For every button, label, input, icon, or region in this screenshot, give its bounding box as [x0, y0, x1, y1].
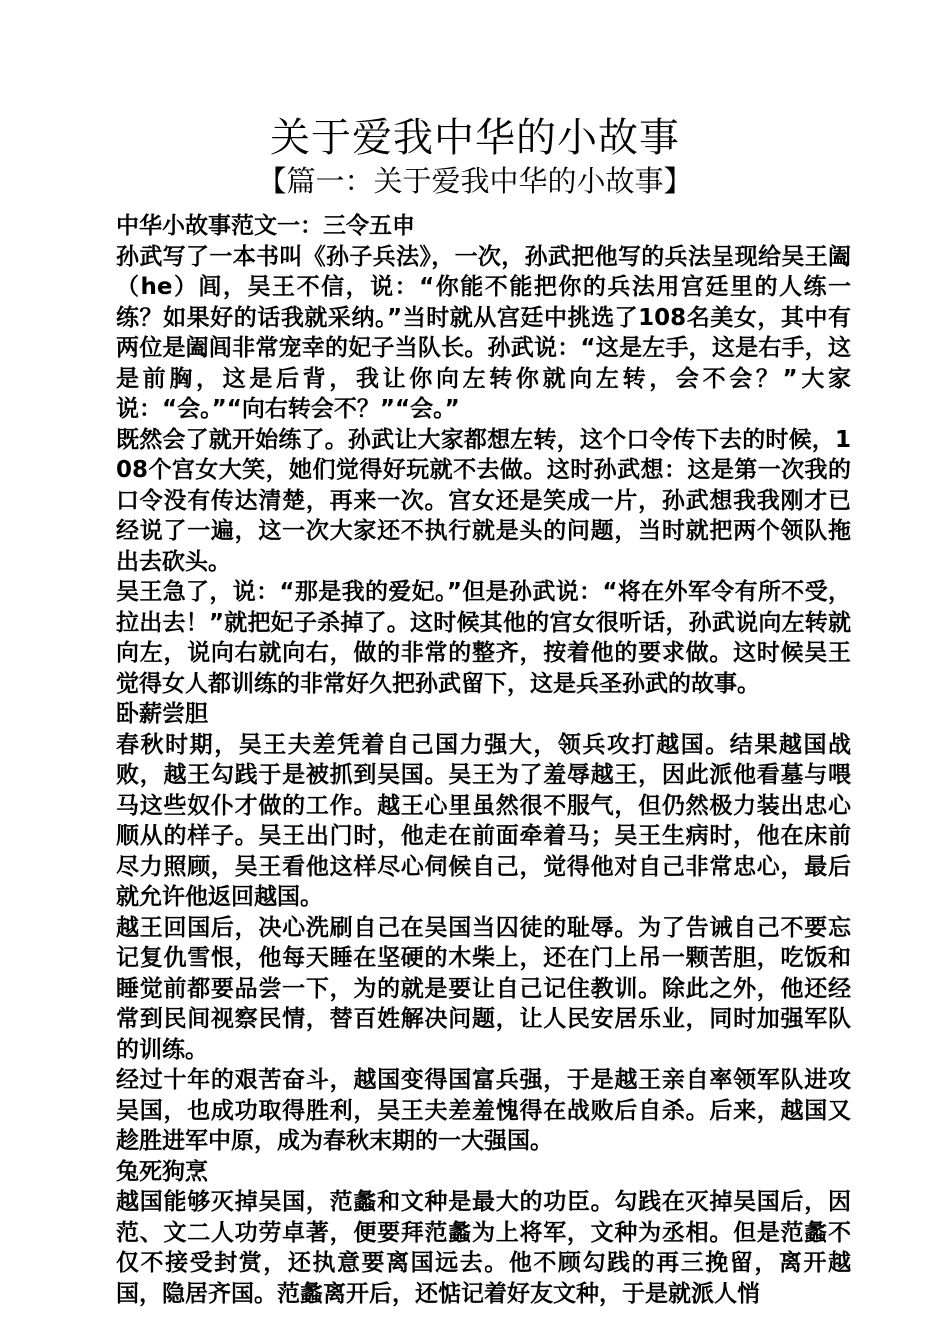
- paragraph: 孙武写了一本书叫《孙子兵法》，一次，孙武把他写的兵法呈现给吴王阖（he）闾，吴王不信，说：“你能不能把你的兵法用宫廷里的人练一练？如果好的话我就采纳。”当时就从宫廷中挑选了108名美女，其中有两位是阖闾非常宠幸的妃子当队长。孙武说：“这是左手，这是右手，这是前胸，这是后背，我让你向左转你就向左转，会不会？”大家说：“会。”“向右转会不？”“会。”: [116, 243, 851, 422]
- paragraph: 春秋时期，吴王夫差凭着自己国力强大，领兵攻打越国。结果越国战败，越王勾践于是被抓到吴国。吴王为了羞辱越王，因此派他看墓与喂马这些奴仆才做的工作。越王心里虽然很不服气，但仍然极力装出忠心顺从的样子。吴王出门时，他走在前面牵着马；吴王生病时，他在床前尽力照顾，吴王看他这样尽心伺候自己，觉得他对自己非常忠心，最后就允许他返回越国。: [116, 731, 851, 910]
- paragraph: 越王回国后，决心洗刷自己在吴国当囚徒的耻辱。为了告诫自己不要忘记复仇雪恨，他每天睡在坚硬的木柴上，还在门上吊一颗苦胆，吃饭和睡觉前都要品尝一下，为的就是要让自己记住教训。除此之外，他还经常到民间视察民情，替百姓解决问题，让人民安居乐业，同时加强军队的训练。: [116, 914, 851, 1063]
- paragraph: 既然会了就开始练了。孙武让大家都想左转，这个口令传下去的时候，108个宫女大笑，她们觉得好玩就不去做。这时孙武想：这是第一次我的口令没有传达清楚，再来一次。宫女还是笑成一片，孙武想我我刚才已经说了一遍，这一次大家还不执行就是头的问题，当时就把两个领队拖出去砍头。: [116, 426, 851, 575]
- paragraph: 经过十年的艰苦奋斗，越国变得国富兵强，于是越王亲自率领军队进攻吴国，也成功取得胜利，吴王夫差羞愧得在战败后自杀。后来，越国又趁胜进军中原，成为春秋末期的一大强国。: [116, 1067, 851, 1154]
- section-heading: 卧薪尝胆: [116, 701, 208, 727]
- document-body: [116, 211, 851, 1309]
- paragraph: 吴王急了，说：“那是我的爱妃。”但是孙武说：“将在外军令有所不受，拉出去！”就把妃子杀掉了。这时候其他的宫女很听话，孙武说向左转就向左，说向右就向右，做的非常的整齐，按着他的要求做。这时候吴王觉得女人都训练的非常好久把孙武留下，这是兵圣孙武的故事。: [116, 579, 851, 697]
- document-subtitle: 【篇一：关于爱我中华的小故事】: [257, 164, 693, 198]
- paragraph: 越国能够灭掉吴国，范蠡和文种是最大的功臣。勾践在灭掉吴国后，因范、文二人功劳卓著，便要拜范蠡为上将军，文种为丞相。但是范蠡不仅不接受封赏，还执意要离国远去。他不顾勾践的再三挽留，离开越国，隐居齐国。范蠡离开后，还惦记着好友文种，于是就派人悄: [116, 1189, 851, 1307]
- document-title: 关于爱我中华的小故事: [270, 115, 680, 161]
- section-heading: 中华小故事范文一：三令五申: [116, 213, 415, 239]
- section-heading: 兔死狗烹: [116, 1158, 208, 1185]
